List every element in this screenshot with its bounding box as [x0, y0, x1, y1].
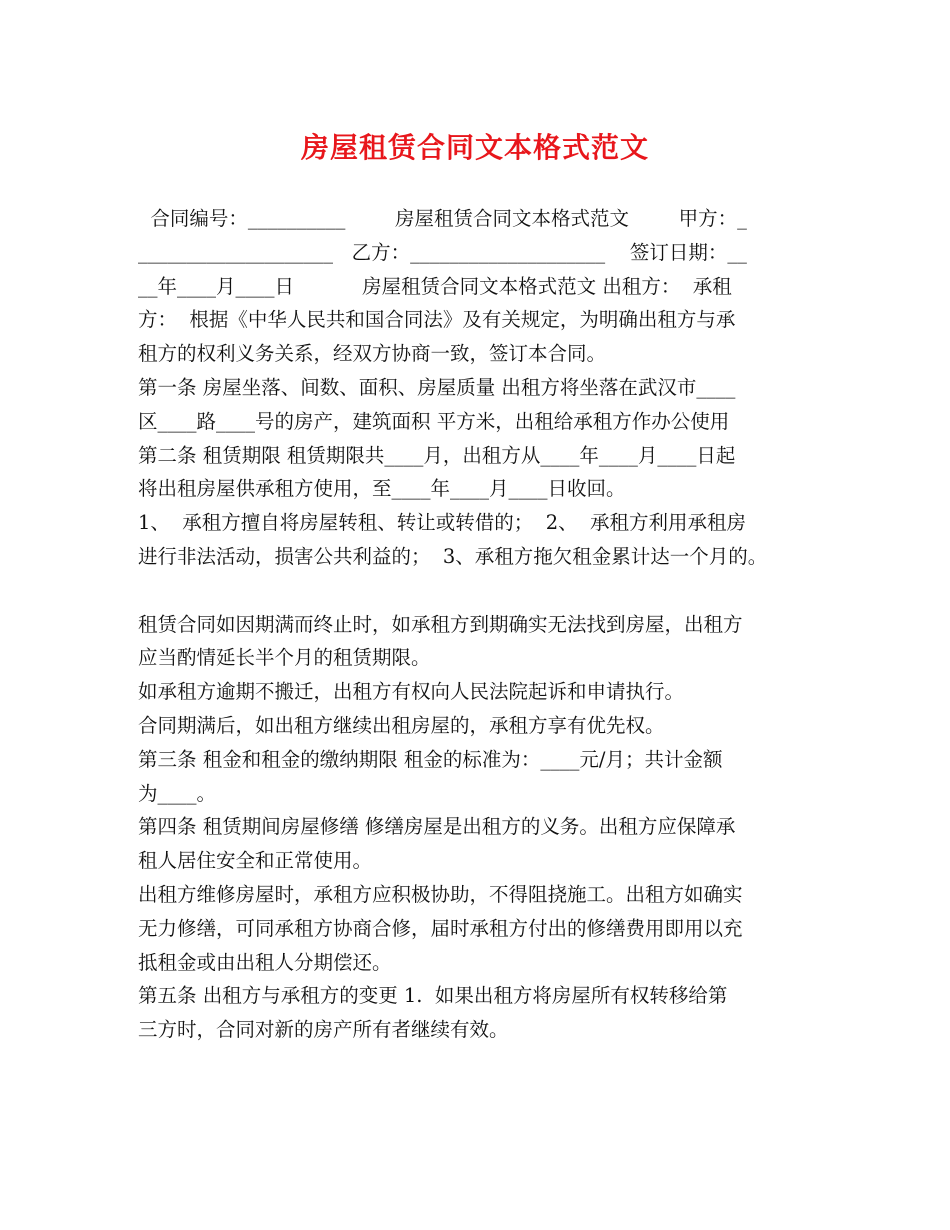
body-line: 租方的权利义务关系，经双方协商一致，签订本合同。: [138, 342, 607, 366]
body-line: 如承租方逾期不搬迁，出租方有权向人民法院起诉和申请执行。: [138, 680, 685, 704]
body-line: ____________________ 乙方：____________________ 签订日期：__: [138, 240, 747, 264]
body-line: 抵租金或由出租人分期偿还。: [138, 950, 392, 974]
paragraph-gap: [138, 574, 814, 608]
document-title: 房屋租赁合同文本格式范文: [300, 131, 649, 164]
body-line: 三方时，合同对新的房产所有者继续有效。: [138, 1018, 509, 1042]
body-line: 区____路____号的房产，建筑面积 平方米，出租给承租方作办公使用: [138, 409, 730, 433]
article-3-line: 第三条 租金和租金的缴纳期限 租金的标准为：____元/月；共计金额: [138, 747, 723, 771]
article-2-line: 第二条 租赁期限 租赁期限共____月，出租方从____年____月____日起: [138, 443, 736, 467]
article-1-line: 第一条 房屋坐落、间数、面积、房屋质量 出租方将坐落在武汉市____: [138, 375, 736, 399]
body-line: 无力修缮，可同承租方协商合修，届时承租方付出的修缮费用即用以充: [138, 916, 743, 940]
article-5-line: 第五条 出租方与承租方的变更 1. 如果出租方将房屋所有权转移给第: [138, 984, 728, 1008]
body-line: 应当酌情延长半个月的租赁期限。: [138, 646, 431, 670]
body-line: 进行非法活动，损害公共利益的； 3、承租方拖欠租金累计达一个月的。: [138, 544, 768, 568]
body-line: 租赁合同如因期满而终止时，如承租方到期确实无法找到房屋，出租方: [138, 612, 743, 636]
body-line: 方： 根据《中华人民共和国合同法》及有关规定，为明确出租方与承: [138, 308, 736, 332]
body-line: 出租方维修房屋时，承租方应积极协助，不得阻挠施工。出租方如确实: [138, 882, 743, 906]
body-line: 1、 承租方擅自将房屋转租、转让或转借的； 2、 承租方利用承租房: [138, 511, 747, 535]
body-line: 合同编号：__________ 房屋租赁合同文本格式范文 甲方：_: [138, 207, 747, 230]
body-line: 租人居住安全和正常使用。: [138, 849, 373, 873]
body-line: __年____月____日 房屋租赁合同文本格式范文 出租方： 承租: [138, 274, 732, 298]
body-line: 为____。: [138, 781, 217, 805]
article-4-line: 第四条 租赁期间房屋修缮 修缮房屋是出租方的义务。出租方应保障承: [138, 815, 736, 839]
body-line: 将出租房屋供承租方使用，至____年____月____日收回。: [138, 477, 626, 501]
contract-body: [138, 202, 814, 1047]
body-line: 合同期满后，如出租方继续出租房屋的，承租方享有优先权。: [138, 713, 665, 737]
